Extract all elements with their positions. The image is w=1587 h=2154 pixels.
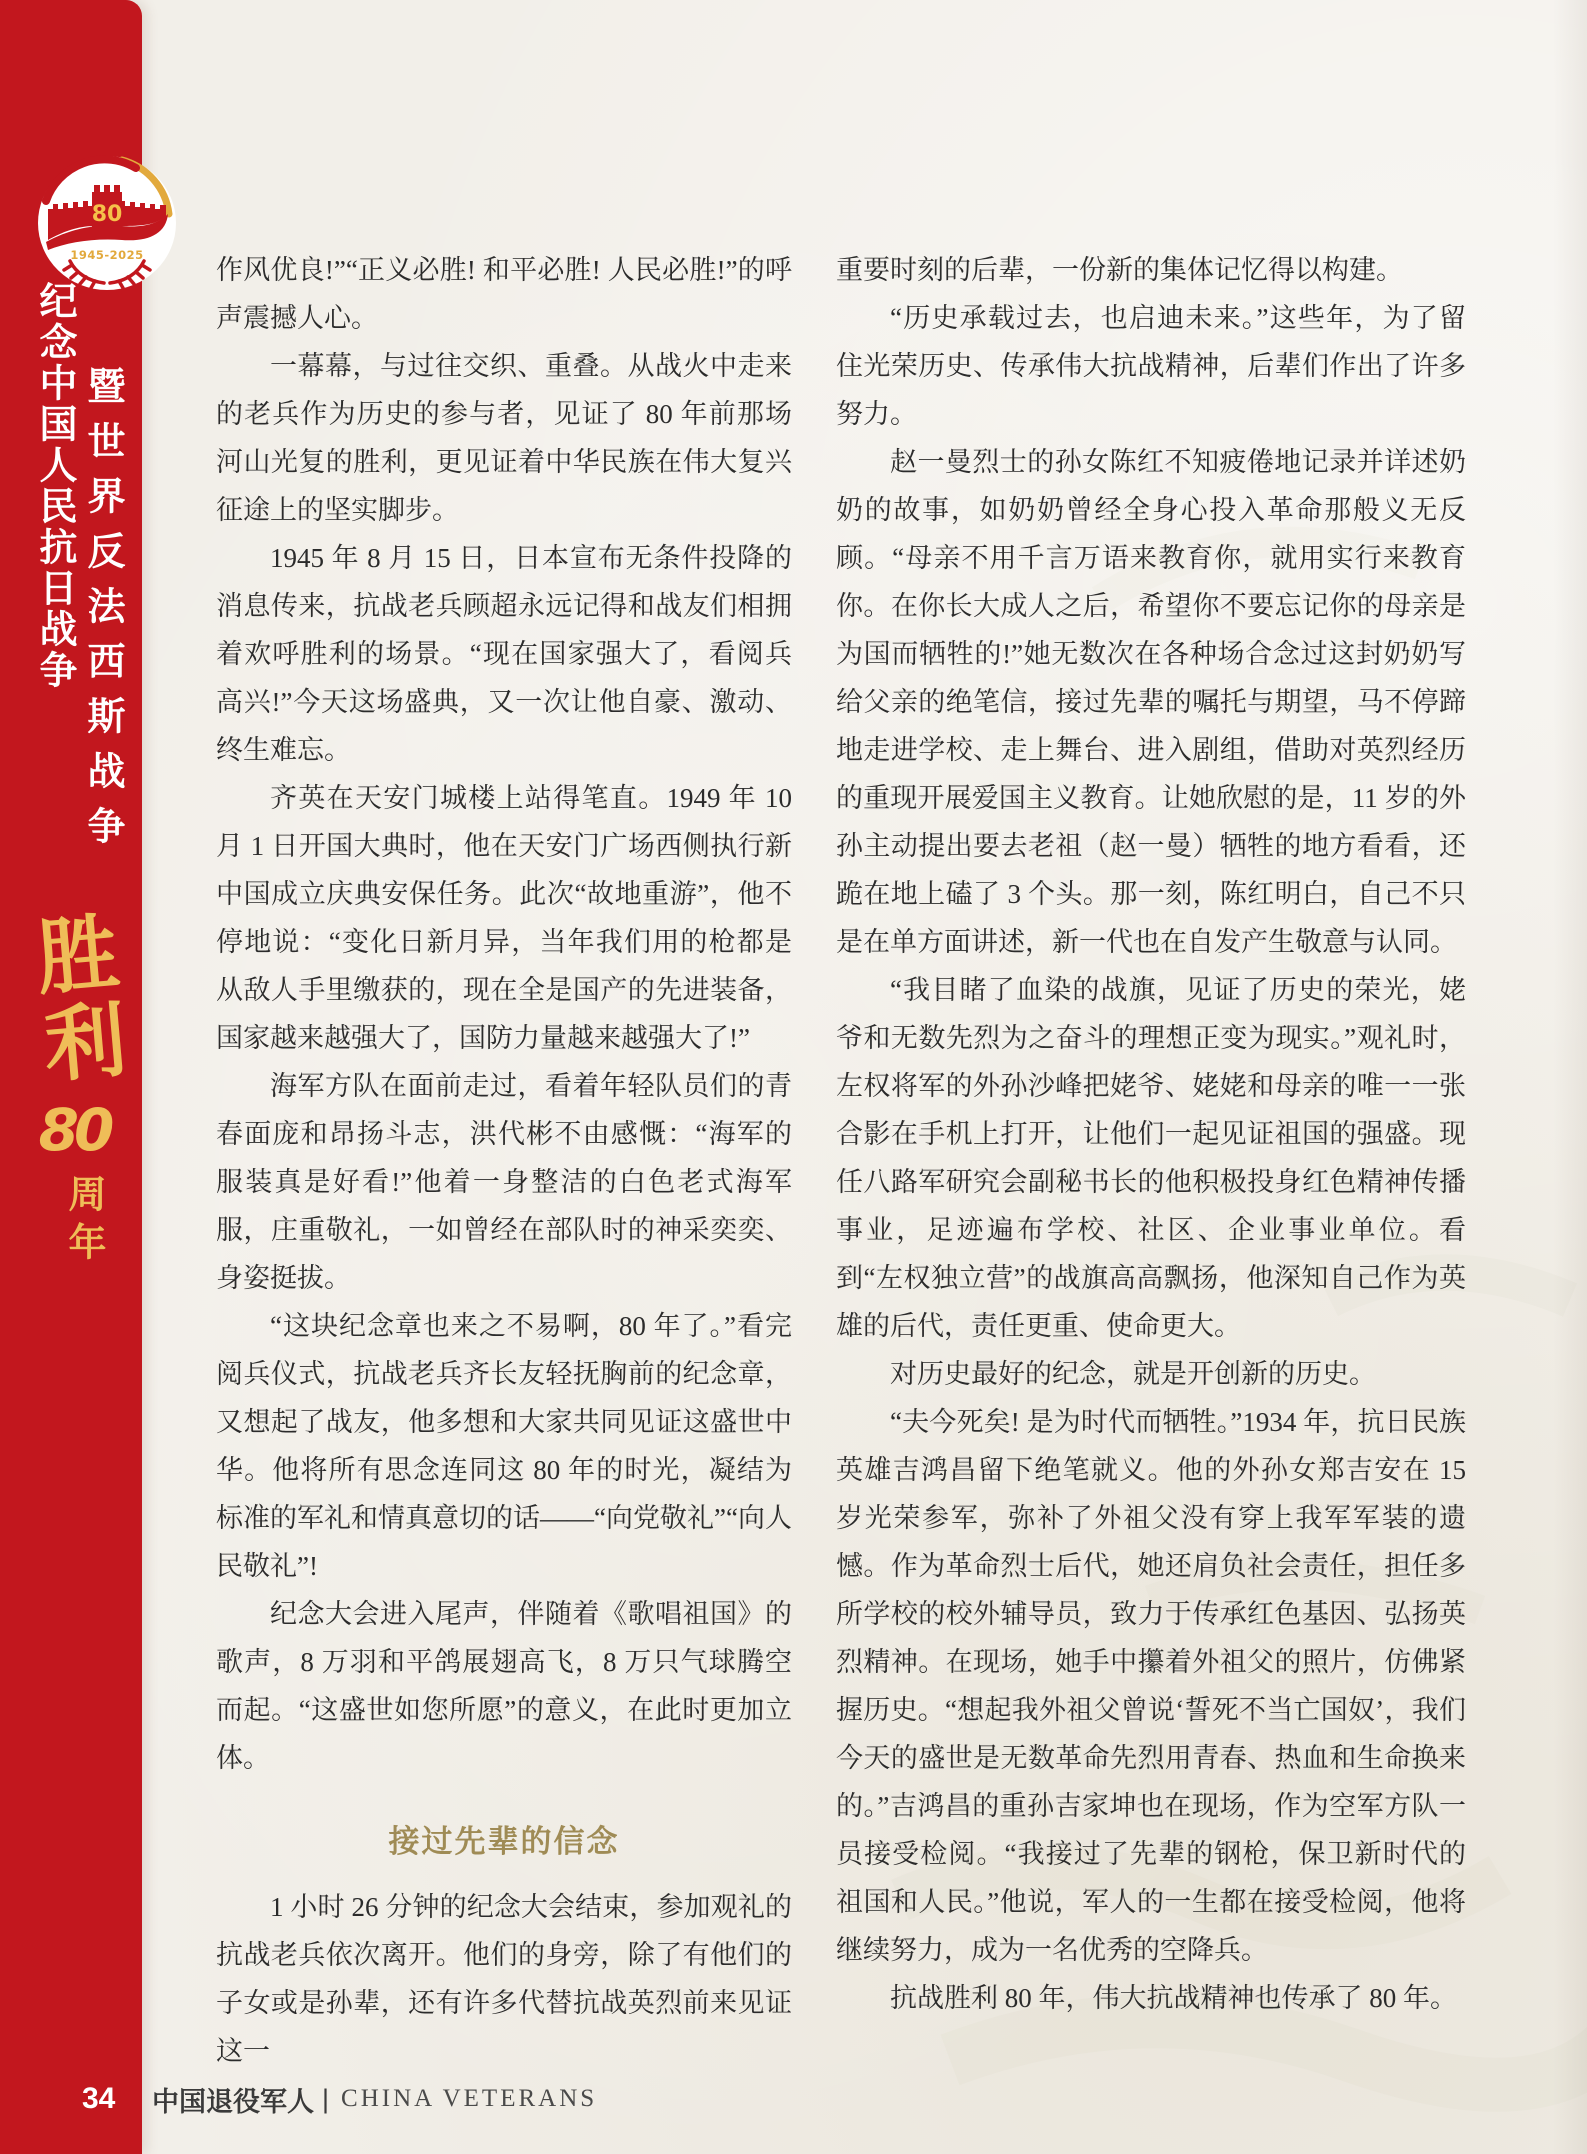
- body-paragraph: 纪念大会进入尾声，伴随着《歌唱祖国》的歌声，8 万羽和平鸽展翅高飞，8 万只气球腾空而起。“这盛世如您所愿”的意义，在此时更加立体。: [216, 1599, 792, 1773]
- body-paragraph: “夫今死矣! 是为时代而牺牲。”1934 年，抗日民族英雄吉鸿昌留下绝笔就义。他的外孙女郑吉安在 15 岁光荣参军，弥补了外祖父没有穿上我军军装的遗憾。作为革命烈士后代，她还肩负社会责任，担任多所学校的校外辅导员，致力于传承红色基因、弘扬英烈精神。在现场，她手中攥着外祖父的照片，仿佛紧握历史。“想起我外祖父曾说‘誓死不当亡国奴’，我们今天的盛世是无数革命先烈用青春、热血和生命换来的。”吉鸿昌的重孙吉家坤也在现场，作为空军方队一员接受检阅。“我接过了先辈的钢枪，保卫新时代的祖国和人民。”他说，军人的一生都在接受检阅，他将继续努力，成为一名优秀的空降兵。: [836, 1407, 1466, 1965]
- body-paragraph: 1 小时 26 分钟的纪念大会结束，参加观礼的抗战老兵依次离开。他们的身旁，除了有他们的子女或是孙辈，还有许多代替抗战英烈前来见证这一: [216, 1892, 792, 2066]
- logo-80-number: 80: [91, 202, 123, 227]
- body-paragraph: 海军方队在面前走过，看着年轻队员们的青春面庞和昂扬斗志，洪代彬不由感慨：“海军的服装真是好看!”他着一身整洁的白色老式海军服，庄重敬礼，一如曾经在部队时的神采奕奕、身姿挺拔。: [216, 1071, 792, 1293]
- body-paragraph: 1945 年 8 月 15 日，日本宣布无条件投降的消息传来，抗战老兵顾超永远记得和战友们相拥着欢呼胜利的场景。“现在国家强大了，看阅兵高兴!”今天这场盛典，又一次让他自豪、激动、终生难忘。: [216, 543, 792, 765]
- anniversary-80-logo: [36, 152, 178, 298]
- anniversary-80-logo-icon: [36, 152, 178, 298]
- magazine-name-en: CHINA VETERANS: [341, 2085, 598, 2112]
- body-paragraph: “历史承载过去，也启迪未来。”这些年，为了留住光荣历史、传承伟大抗战精神，后辈们作出了许多努力。: [836, 303, 1466, 429]
- sidebar-red-band: [0, 0, 142, 2154]
- right-column: [836, 246, 1466, 2022]
- body-paragraph: 抗战胜利 80 年，伟大抗战精神也传承了 80 年。: [890, 1983, 1457, 2013]
- left-paragraphs-top: [216, 246, 792, 1782]
- body-paragraph: 齐英在天安门城楼上站得笔直。1949 年 10 月 1 日开国大典时，他在天安门广场西侧执行新中国成立庆典安保任务。此次“故地重游”，他不停地说：“变化日新月异，当年我们用的枪都是从敌人手里缴获的，现在全是国产的先进装备，国家越来越强大了，国防力量越来越强大了!”: [216, 783, 792, 1053]
- logo-years-label: 1945-2025: [70, 248, 144, 262]
- body-paragraph: “这块纪念章也来之不易啊，80 年了。”看完阅兵仪式，抗战老兵齐长友轻抚胸前的纪念章，又想起了战友，他多想和大家共同见证这盛世中华。他将所有思念连同这 80 年的时光，凝结为标准的军礼和情真意切的话——“向党敬礼”“向人民敬礼”!: [216, 1311, 792, 1581]
- sidebar-title-line1: 纪念中国人民抗日战争: [33, 281, 75, 691]
- magazine-name-cn: 中国退役军人: [152, 2086, 314, 2117]
- footer-divider: |: [322, 2083, 330, 2114]
- victory-80-number: 80: [38, 1096, 110, 1164]
- page-footer: [0, 2076, 1587, 2122]
- body-paragraph: 对历史最好的纪念，就是开创新的历史。: [890, 1359, 1376, 1389]
- left-column: [216, 246, 792, 2075]
- body-paragraph: 一幕幕，与过往交织、重叠。从战火中走来的老兵作为历史的参与者，见证了 80 年前那场河山光复的胜利，更见证着中华民族在伟大复兴征途上的坚实脚步。: [216, 351, 792, 525]
- left-paragraphs-bottom: [216, 1883, 792, 2075]
- page-number: 34: [82, 2082, 116, 2115]
- body-paragraph: 重要时刻的后辈，一份新的集体记忆得以构建。: [836, 255, 1403, 285]
- body-paragraph: “我目睹了血染的战旗，见证了历史的荣光，姥爷和无数先烈为之奋斗的理想正变为现实。”观礼时，左权将军的外孙沙峰把姥爷、姥姥和母亲的唯一一张合影在手机上打开，让他们一起见证祖国的强盛。现任八路军研究会副秘书长的他积极投身红色精神传播事业，足迹遍布学校、社区、企业事业单位。看到“左权独立营”的战旗高高飘扬，他深知自己作为英雄的后代，责任更重、使命更大。: [836, 975, 1466, 1341]
- body-paragraph: 赵一曼烈士的孙女陈红不知疲倦地记录并详述奶奶的故事，如奶奶曾经全身心投入革命那般义无反顾。“母亲不用千言万语来教育你，就用实行来教育你。在你长大成人之后，希望你不要忘记你的母亲是为国而牺牲的!”她无数次在各种场合念过这封奶奶写给父亲的绝笔信，接过先辈的嘱托与期望，马不停蹄地走进学校、走上舞台、进入剧组，借助对英烈经历的重现开展爱国主义教育。让她欣慰的是，11 岁的外孙主动提出要去老祖（赵一曼）牺牲的地方看看，还跪在地上磕了 3 个头。那一刻，陈红明白，自己不只是在单方面讲述，新一代也在自发产生敬意与认同。: [836, 447, 1466, 957]
- victory-anniversary-suffix: 周年: [62, 1174, 104, 1270]
- right-paragraphs: [836, 246, 1466, 2022]
- sidebar-title-line2: 暨世界反法西斯战争: [81, 366, 123, 861]
- body-paragraph: 作风优良!”“正义必胜! 和平必胜! 人民必胜!”的呼声震撼人心。: [216, 255, 792, 333]
- section-heading: 接过先辈的信念: [388, 1824, 620, 1859]
- victory-calligraphy: 胜利: [21, 908, 128, 1092]
